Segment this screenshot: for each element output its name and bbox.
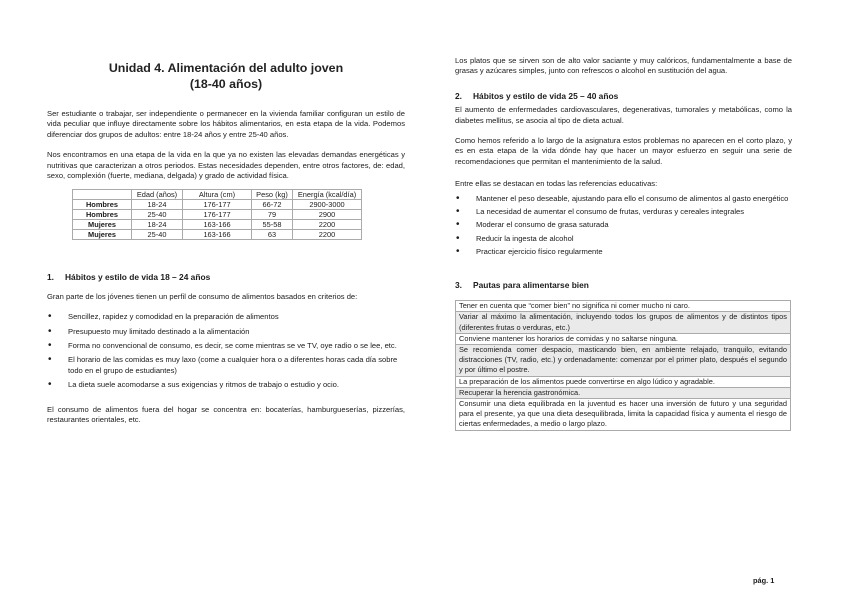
- section-1-list: [47, 312, 405, 390]
- table-cell: 2200: [293, 220, 362, 230]
- table-cell: 2900-3000: [293, 200, 362, 210]
- right-column: [455, 0, 792, 431]
- table-row: [73, 200, 362, 210]
- table-header: Peso (kg): [252, 190, 293, 200]
- table-cell: Hombres: [73, 200, 132, 210]
- list-item: • El horario de las comidas es muy laxo (come a cualquier hora o a diferentes horas cada día sobre todo en el grupo de estudiantes): [47, 355, 405, 376]
- table-row: [456, 387, 791, 398]
- page-title: [47, 60, 405, 92]
- table-row: [456, 344, 791, 376]
- table-cell: Hombres: [73, 210, 132, 220]
- table-cell: 2900: [293, 210, 362, 220]
- list-item: • La necesidad de aumentar el consumo de frutas, verduras y cereales integrales: [455, 207, 792, 217]
- section-2-paragraph-3: Entre ellas se destacan en todas las referencias educativas:: [455, 179, 658, 189]
- section-1-heading: [47, 272, 405, 282]
- table-cell: 18-24: [132, 220, 183, 230]
- table-cell: 63: [252, 230, 293, 240]
- table-cell: 163-166: [183, 230, 252, 240]
- intro-paragraph-1: Ser estudiante o trabajar, ser independiente o permanecer en la vivienda familiar configuran un estilo de vida peculiar que influye directamente sobre los hábitos alimentarios, en esta etapa de la vida. Podemos diferenciar dos grupos de adultos: entre 18-24 años y entre 25-40 años.: [47, 109, 405, 139]
- list-item: • Sencillez, rapidez y comodidad en la preparación de alimentos: [47, 312, 405, 322]
- table-header: Altura (cm): [183, 190, 252, 200]
- list-item: • Mantener el peso deseable, ajustando para ello el consumo de alimentos al gasto energético: [455, 194, 792, 204]
- section-2-heading: [455, 91, 792, 101]
- table-cell: 163-166: [183, 220, 252, 230]
- table-cell: Mujeres: [73, 220, 132, 230]
- list-item: • Moderar el consumo de grasa saturada: [455, 220, 792, 230]
- table-row: [456, 376, 791, 387]
- table-row: [456, 312, 791, 333]
- table-row: [73, 210, 362, 220]
- list-item: • Reducir la ingesta de alcohol: [455, 234, 792, 244]
- section-3-title: Pautas para alimentarse bien: [473, 279, 589, 290]
- section-2-paragraph-2: Como hemos referido a lo largo de la asignatura estos problemas no aparecen en el corto plazo, y es en esta etapa de la vida dónde hay que hacer un mayor esfuerzo en seguir una serie de recomendaciones que permitan el mantenimiento de la salud.: [455, 136, 792, 166]
- table-cell: La preparación de los alimentos puede convertirse en algo lúdico y agradable.: [456, 376, 791, 387]
- intro-paragraph-2: Nos encontramos en una etapa de la vida en la que ya no existen las elevadas demandas energéticas y nutritivas que caracterizan a otros periodos. Estas necesidades dependen, entre otros factores, de: edad, sexo, complexión (fuerte, mediana, delgada) y grado de actividad física.: [47, 150, 405, 181]
- left-column: [47, 0, 405, 426]
- table-cell: Mujeres: [73, 230, 132, 240]
- list-item: • Presupuesto muy limitado destinado a la alimentación: [47, 327, 405, 337]
- nutrition-table: [72, 189, 362, 240]
- list-item: • La dieta suele acomodarse a sus exigencias y ritmos de trabajo o estudio y ocio.: [47, 380, 405, 390]
- section-1-number: 1.: [47, 272, 54, 283]
- table-cell: 25-40: [132, 210, 183, 220]
- table-cell: 25-40: [132, 230, 183, 240]
- section-1-closing: El consumo de alimentos fuera del hogar se concentra en: bocaterías, hamburgueserías, pizzerías, restaurantes orientales, etc.: [47, 404, 405, 425]
- table-cell: Recuperar la herencia gastronómica.: [456, 387, 791, 398]
- table-cell: 55-58: [252, 220, 293, 230]
- table-cell: Variar al máximo la alimentación, incluyendo todos los grupos de alimentos y de distintos tipos (diferentes frutas o verduras, etc.): [456, 312, 791, 333]
- section-2-title: Hábitos y estilo de vida 25 – 40 años: [473, 90, 619, 101]
- table-row: [456, 398, 791, 430]
- table-cell: Consumir una dieta equilibrada en la juventud es hacer una inversión de futuro y una seguridad para el presente, ya que una dieta desequilibrada, limita la capacidad física y aumenta el riesgo de ciertas enfermedades, a medio o largo plazo.: [456, 398, 791, 430]
- table-cell: 66-72: [252, 200, 293, 210]
- table-row: [456, 333, 791, 344]
- table-cell: 176-177: [183, 200, 252, 210]
- section-3-heading: [455, 280, 792, 290]
- page-number: pág. 1: [753, 576, 775, 585]
- table-header: Energía (kcal/día): [293, 190, 362, 200]
- table-header-row: [73, 190, 362, 200]
- table-cell: Se recomienda comer despacio, masticando bien, en ambiente relajado, tranquilo, evitando distracciones (TV, radio, etc.) y ordenadamente: comenzar por el primer plato, después el segundo y por último el postre.: [456, 344, 791, 376]
- section-2-list: [455, 194, 792, 258]
- list-item: • Practicar ejercicio físico regularmente: [455, 247, 792, 257]
- title-line-2: (18-40 años): [189, 77, 263, 91]
- section-1-intro: Gran parte de los jóvenes tienen un perfil de consumo de alimentos basados en criterios de:: [47, 291, 358, 301]
- table-row: [73, 230, 362, 240]
- table-row: [73, 220, 362, 230]
- section-2-paragraph-1: El aumento de enfermedades cardiovasculares, degenerativas, tumorales y metabólicas, como la diabetes mellitus, se asocia al tipo de dieta actual.: [455, 105, 792, 125]
- table-cell: 2200: [293, 230, 362, 240]
- table-cell: Conviene mantener los horarios de comidas y no saltarse ninguna.: [456, 333, 791, 344]
- table-cell: 79: [252, 210, 293, 220]
- table-header: Edad (años): [132, 190, 183, 200]
- table-cell: 176-177: [183, 210, 252, 220]
- table-row: [456, 301, 791, 312]
- tips-table: [455, 300, 791, 430]
- list-item: • Forma no convencional de consumo, es decir, se come mientras se ve TV, oye radio o se lee, etc.: [47, 341, 405, 351]
- section-1-title: Hábitos y estilo de vida 18 – 24 años: [65, 272, 211, 283]
- right-top-paragraph: Los platos que se sirven son de alto valor saciante y muy calóricos, fundamentalmente a base de grasas y azúcares simples, junto con refrescos o alcohol en sustitución del agua.: [455, 56, 792, 76]
- section-3-number: 3.: [455, 279, 462, 290]
- section-2-number: 2.: [455, 90, 462, 101]
- title-line-1: Unidad 4. Alimentación del adulto joven: [108, 61, 344, 75]
- table-cell: Tener en cuenta que “comer bien” no significa ni comer mucho ni caro.: [456, 301, 791, 312]
- table-cell: 18-24: [132, 200, 183, 210]
